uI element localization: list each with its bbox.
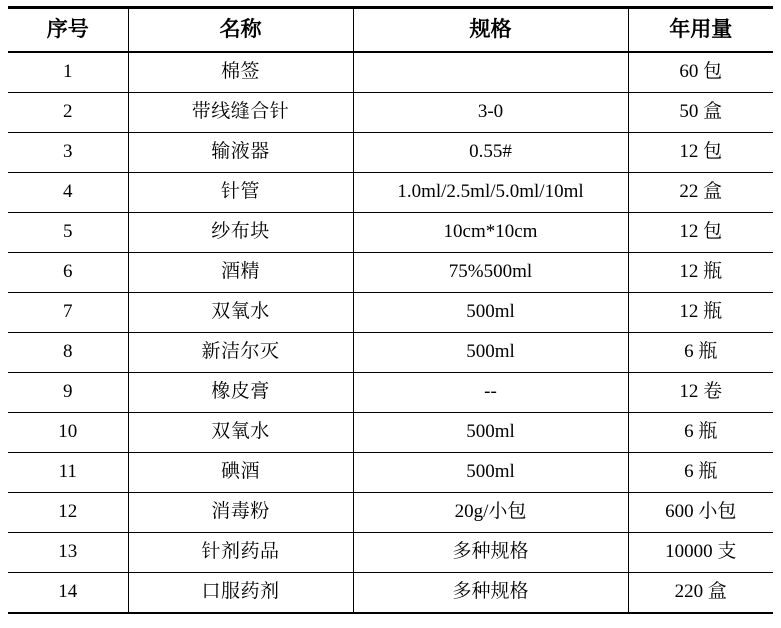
cell-spec: 20g/小包	[353, 493, 628, 533]
cell-no: 1	[8, 52, 128, 93]
cell-spec: 1.0ml/2.5ml/5.0ml/10ml	[353, 173, 628, 213]
cell-spec: 500ml	[353, 293, 628, 333]
table-row	[8, 253, 773, 293]
cell-usage: 6 瓶	[628, 413, 773, 453]
cell-usage: 12 瓶	[628, 253, 773, 293]
cell-name: 纱布块	[128, 213, 353, 253]
cell-spec: 多种规格	[353, 533, 628, 573]
cell-no: 13	[8, 533, 128, 573]
medical-supplies-table	[8, 6, 773, 614]
cell-usage: 12 包	[628, 133, 773, 173]
cell-no: 2	[8, 93, 128, 133]
cell-no: 9	[8, 373, 128, 413]
table-row	[8, 333, 773, 373]
cell-no: 6	[8, 253, 128, 293]
cell-no: 8	[8, 333, 128, 373]
table-body	[8, 52, 773, 613]
table-row	[8, 293, 773, 333]
cell-usage: 10000 支	[628, 533, 773, 573]
cell-usage: 60 包	[628, 52, 773, 93]
cell-name: 橡皮膏	[128, 373, 353, 413]
cell-name: 酒精	[128, 253, 353, 293]
cell-usage: 6 瓶	[628, 333, 773, 373]
cell-usage: 600 小包	[628, 493, 773, 533]
cell-usage: 12 卷	[628, 373, 773, 413]
table-row	[8, 373, 773, 413]
cell-spec: 75%500ml	[353, 253, 628, 293]
table-header	[8, 8, 773, 53]
table-row	[8, 453, 773, 493]
cell-name: 输液器	[128, 133, 353, 173]
column-header-usage: 年用量	[628, 8, 773, 53]
cell-name: 棉签	[128, 52, 353, 93]
cell-spec: 3-0	[353, 93, 628, 133]
cell-no: 3	[8, 133, 128, 173]
cell-usage: 12 瓶	[628, 293, 773, 333]
cell-spec: 500ml	[353, 453, 628, 493]
table-row	[8, 93, 773, 133]
table-row	[8, 573, 773, 614]
cell-name: 针管	[128, 173, 353, 213]
cell-spec: 多种规格	[353, 573, 628, 614]
table-row	[8, 413, 773, 453]
cell-name: 针剂药品	[128, 533, 353, 573]
cell-name: 新洁尔灭	[128, 333, 353, 373]
cell-name: 带线缝合针	[128, 93, 353, 133]
cell-no: 7	[8, 293, 128, 333]
table-row	[8, 493, 773, 533]
cell-usage: 50 盒	[628, 93, 773, 133]
cell-usage: 220 盒	[628, 573, 773, 614]
cell-spec: 10cm*10cm	[353, 213, 628, 253]
column-header-spec: 规格	[353, 8, 628, 53]
cell-usage: 22 盒	[628, 173, 773, 213]
cell-no: 11	[8, 453, 128, 493]
table-row	[8, 52, 773, 93]
column-header-no: 序号	[8, 8, 128, 53]
cell-usage: 6 瓶	[628, 453, 773, 493]
cell-name: 双氧水	[128, 293, 353, 333]
table-row	[8, 213, 773, 253]
cell-name: 碘酒	[128, 453, 353, 493]
table-row	[8, 133, 773, 173]
cell-spec: 0.55#	[353, 133, 628, 173]
cell-usage: 12 包	[628, 213, 773, 253]
cell-spec	[353, 52, 628, 93]
cell-no: 12	[8, 493, 128, 533]
cell-no: 14	[8, 573, 128, 614]
table-row	[8, 173, 773, 213]
cell-no: 10	[8, 413, 128, 453]
cell-name: 双氧水	[128, 413, 353, 453]
cell-spec: --	[353, 373, 628, 413]
cell-name: 消毒粉	[128, 493, 353, 533]
cell-name: 口服药剂	[128, 573, 353, 614]
cell-no: 4	[8, 173, 128, 213]
cell-spec: 500ml	[353, 333, 628, 373]
table-row	[8, 533, 773, 573]
cell-spec: 500ml	[353, 413, 628, 453]
table-header-row	[8, 8, 773, 53]
cell-no: 5	[8, 213, 128, 253]
column-header-name: 名称	[128, 8, 353, 53]
